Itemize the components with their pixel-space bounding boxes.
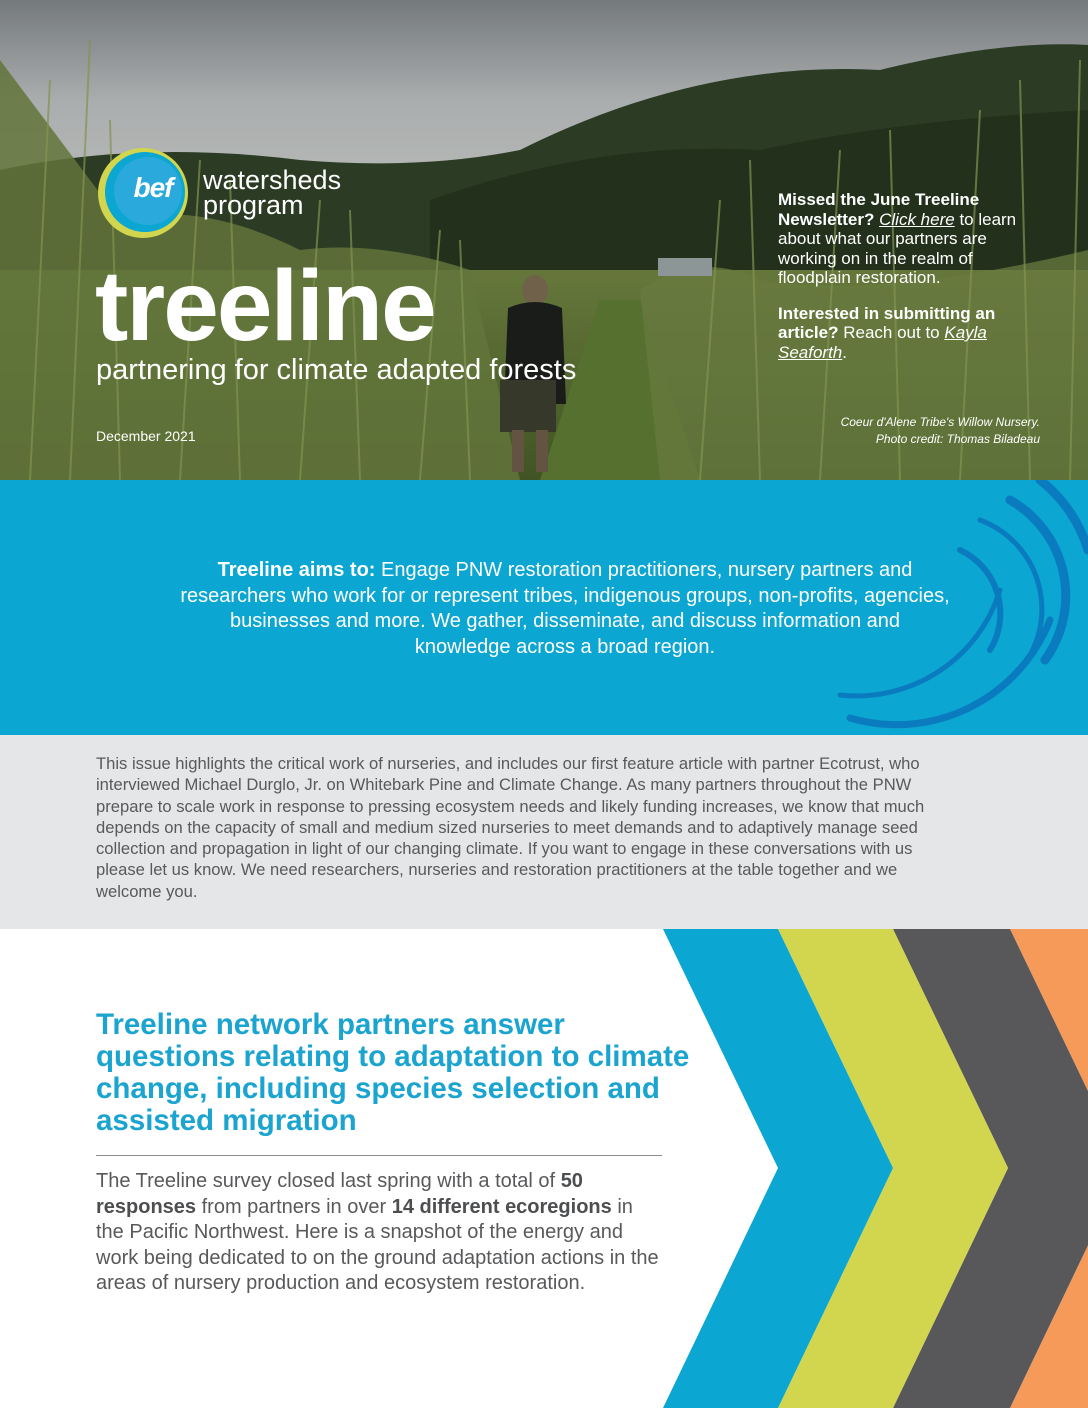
submit-article-note [778,304,1018,363]
feature-p2: from partners in over [201,1195,387,1218]
intro-paragraph: This issue highlights the critical work of nurseries, and includes our first feature article with partner Ecotrust, who interviewed Michael Durglo, Jr. on Whitebark Pine and Climate Change. As many partners throughout the PNW prepare to scale work in response to pressing ecosystem needs and likely funding increases, we know that much depends on the capacity of small and medium sized nurseries to meet demands and to adaptively manage seed collection and propagation in light of our changing climate. If you want to engage in these conversations with us please let us know. We need researchers, nurseries and restoration practitioners at the table together and we welcome you. [96,754,925,901]
intro-band [0,735,1088,929]
aims-statement [180,558,950,660]
feature-b2: 14 different ecoregions [391,1195,612,1218]
aims-label: Treeline aims to: [217,559,376,581]
hero-photo [0,0,1088,480]
missed-rest: to learn about what our partners are working on in the realm of floodplain restoration. [778,209,1017,287]
feature-p3: in the Pacific Northwest. Here is a snapshot of the energy and work being dedicated to on the ground adaptation actions in the areas of nursery production and ecosystem restoration. [96,1195,659,1294]
logo-text [203,165,342,220]
feature-b1: 50 responses [96,1170,583,1218]
logo-line-watersheds: watersheds [203,165,342,195]
click-here-link[interactable]: Click here [879,209,955,229]
newsletter-subtitle: partnering for climate adapted forests [96,354,577,386]
logo-line-program: program [203,190,304,220]
photo-caption [841,414,1040,448]
aims-band [0,480,1088,735]
missed-newsletter-note [778,190,1018,288]
sidebar-notes [778,190,1018,378]
submit-end: . [842,342,847,362]
caption-line1: Coeur d'Alene Tribe's Willow Nursery. [840,415,1040,429]
feature-section [0,929,1088,1408]
issue-date: December 2021 [96,428,196,444]
heading-divider [96,1155,662,1156]
submit-rest: Reach out to [843,323,940,342]
feature-p1: The Treeline survey closed last spring with a total of [96,1170,556,1192]
aims-body: Engage PNW restoration practitioners, nursery partners and researchers who work for or represent tribes, indigenous groups, non-profits, agencies, businesses and more. We gather, disseminate, and discuss information and knowledge across a broad region. [180,559,950,658]
feature-heading: Treeline network partners answer questions relating to adaptation to climate change, including species selection and assisted migration [96,1008,690,1137]
newsletter-title: treeline [95,250,435,362]
caption-line2: Photo credit: Thomas Biladeau [875,432,1040,446]
kayla-seaforth-link[interactable]: Kayla Seaforth [778,323,987,362]
feature-paragraph [96,1169,666,1297]
logo-mark: bef [133,172,173,203]
submit-bold: Interested in submitting an article? [778,303,996,342]
missed-bold: Missed the June Treeline Newsletter? [778,190,980,229]
